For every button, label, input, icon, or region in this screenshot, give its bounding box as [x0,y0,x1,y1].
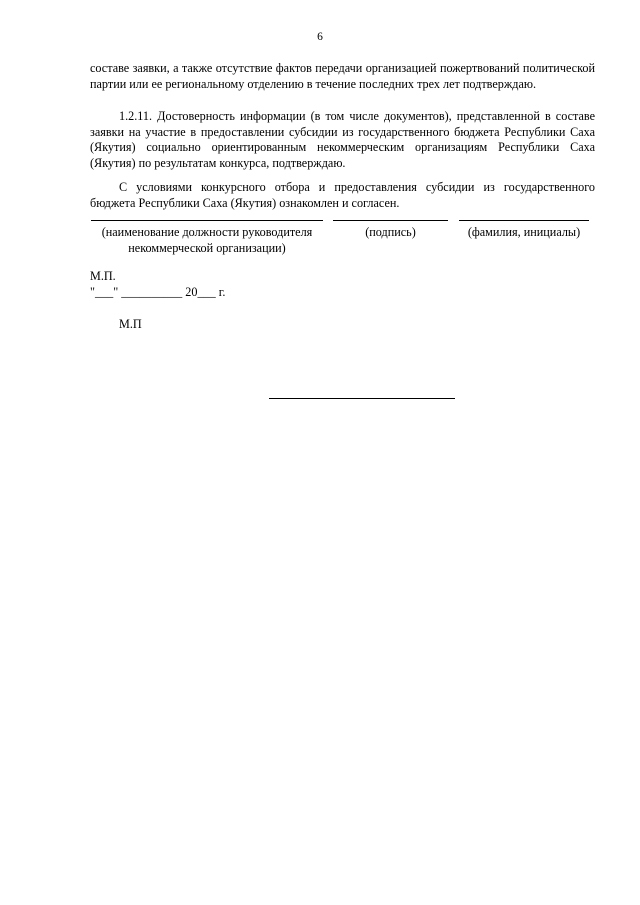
text-block-continuation [90,61,595,92]
name-caption: (фамилия, инициалы) [467,225,581,239]
paragraph-clause-1-2-11: 1.2.11. Достоверность информации (в том числе документов), представленной в составе заявки на участие в предоставлении субсидии из государственного бюджета Республики Саха (Якутия) социально ориентированным некоммерческим организациям Республики Саха (Якутия) по результатам конкурса, подтверждаю. [90,109,595,170]
date-line: "___" __________ 20___ г. [90,285,226,299]
text-block-clause-1-2-11 [90,109,595,171]
position-signature-line [91,220,323,221]
position-caption [86,225,328,256]
name-signature-line [459,220,589,221]
position-caption-line-2: некоммерческой организации) [128,240,286,255]
text-block-agreement [90,180,595,211]
stamp-placeholder: М.П. [90,269,116,283]
position-caption-line-1: (наименование должности руководителя [101,225,313,239]
paragraph-continuation: составе заявки, а также отсутствие фактов передачи организацией пожертвований политической партии или ее региональному отделению в течение последних трех лет подтверждаю. [90,61,595,91]
document-end-rule [269,398,455,399]
paragraph-agreement: С условиями конкурсного отбора и предоставления субсидии из государственного бюджета Республики Саха (Якутия) ознакомлен и согласен. [90,180,595,210]
signature-line [333,220,448,221]
signature-caption: (подпись) [365,225,416,239]
page-number: 6 [317,31,323,43]
stamp-placeholder-second: М.П [119,317,142,331]
